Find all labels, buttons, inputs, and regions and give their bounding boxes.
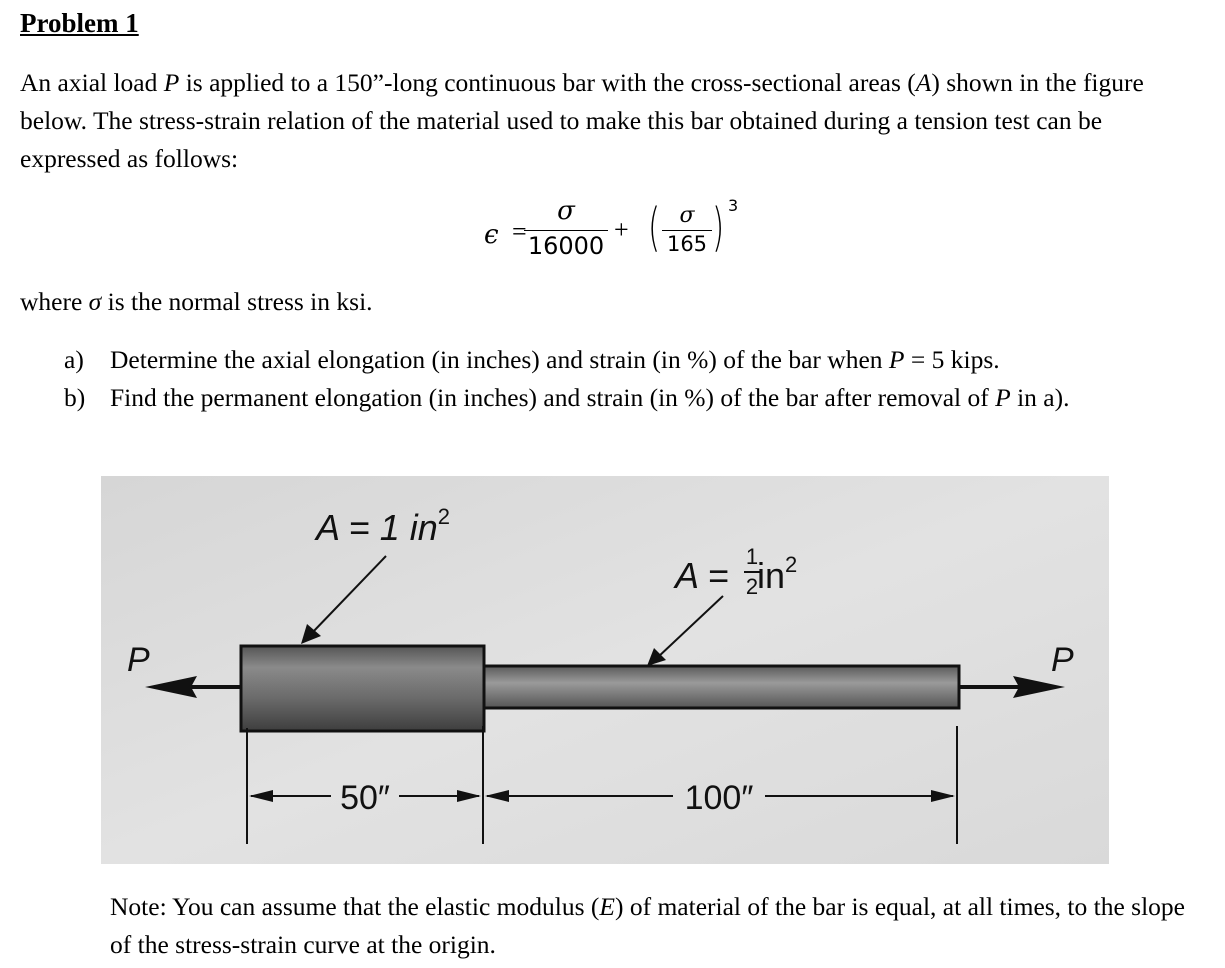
where-text-2: is the normal stress in ksi. (101, 287, 373, 316)
where-text-1: where (20, 287, 89, 316)
equation-fraction-2 (662, 202, 712, 257)
dim-50-label: 50″ (340, 779, 390, 817)
intro-text-2: is applied to a 150”-long continuous bar with the cross-sectional areas ( (179, 68, 916, 97)
symbol-e: E (599, 892, 615, 921)
fraction-2-numerator: σ (679, 203, 695, 228)
area-right-numerator: 1 (745, 544, 759, 569)
where-clause (20, 287, 373, 317)
equation-plus: + (614, 215, 629, 244)
area-label-thick (314, 504, 450, 548)
equation-epsilon: ϵ (484, 220, 499, 250)
intro-text-1: An axial load (20, 68, 164, 97)
question-text: = 5 kips. (904, 345, 1000, 374)
note-text-2: ) of material of the bar is equal, at all times, to the slope of the stress-strain curve at the origin. (110, 892, 1185, 959)
area-right-a: A = (675, 555, 729, 596)
symbol-p: P (888, 345, 905, 374)
intro-text-3: ) shown in the figure below. The stress-strain relation of the material used to make this bar obtained during a tension test can be expressed as follows: (20, 68, 1144, 173)
equation-exponent: 3 (728, 196, 739, 215)
stress-strain-equation (484, 194, 784, 274)
question-label: a) (64, 345, 84, 374)
question-text: Find the permanent elongation (in inches) and strain (in %) of the bar after removal of (110, 383, 996, 412)
bar-figure (101, 476, 1109, 864)
question-list (64, 341, 1190, 417)
symbol-p: P (995, 383, 1011, 412)
equation-right-paren: ) (712, 198, 725, 258)
fraction-1-denominator: 16000 (527, 232, 605, 260)
question-item-a (64, 341, 1190, 379)
area-right-unit-text: in (757, 555, 786, 596)
equation-fraction-1 (524, 194, 608, 261)
thin-bar-segment (484, 666, 959, 708)
question-text: in a). (1010, 383, 1070, 412)
area-right-exponent: 2 (785, 552, 798, 577)
area-left-exponent: 2 (437, 504, 450, 529)
area-left-text: A = 1 in (316, 507, 438, 548)
area-right-denominator: 2 (745, 574, 759, 599)
load-label-left: P (127, 641, 150, 679)
problem-intro (20, 64, 1200, 178)
load-label-right: P (1051, 641, 1074, 679)
note-paragraph (110, 888, 1190, 964)
dim-100-label: 100″ (684, 779, 754, 817)
symbol-sigma: σ (88, 287, 102, 316)
problem-title: Problem 1 (20, 8, 139, 38)
question-label: b) (64, 383, 86, 412)
equation-left-paren: ( (648, 198, 661, 258)
bar-diagram (101, 476, 1109, 864)
question-text: Determine the axial elongation (in inches) and strain (in %) of the bar when (110, 345, 889, 374)
question-item-b (64, 379, 1190, 417)
note-text-1: Note: You can assume that the elastic modulus ( (110, 892, 600, 921)
thick-bar-segment (241, 646, 484, 731)
fraction-2-denominator: 165 (666, 232, 708, 256)
symbol-a: A (915, 68, 932, 97)
fraction-1-numerator: σ (557, 196, 575, 226)
symbol-p: P (163, 68, 180, 97)
equation-equals: = (512, 217, 527, 246)
